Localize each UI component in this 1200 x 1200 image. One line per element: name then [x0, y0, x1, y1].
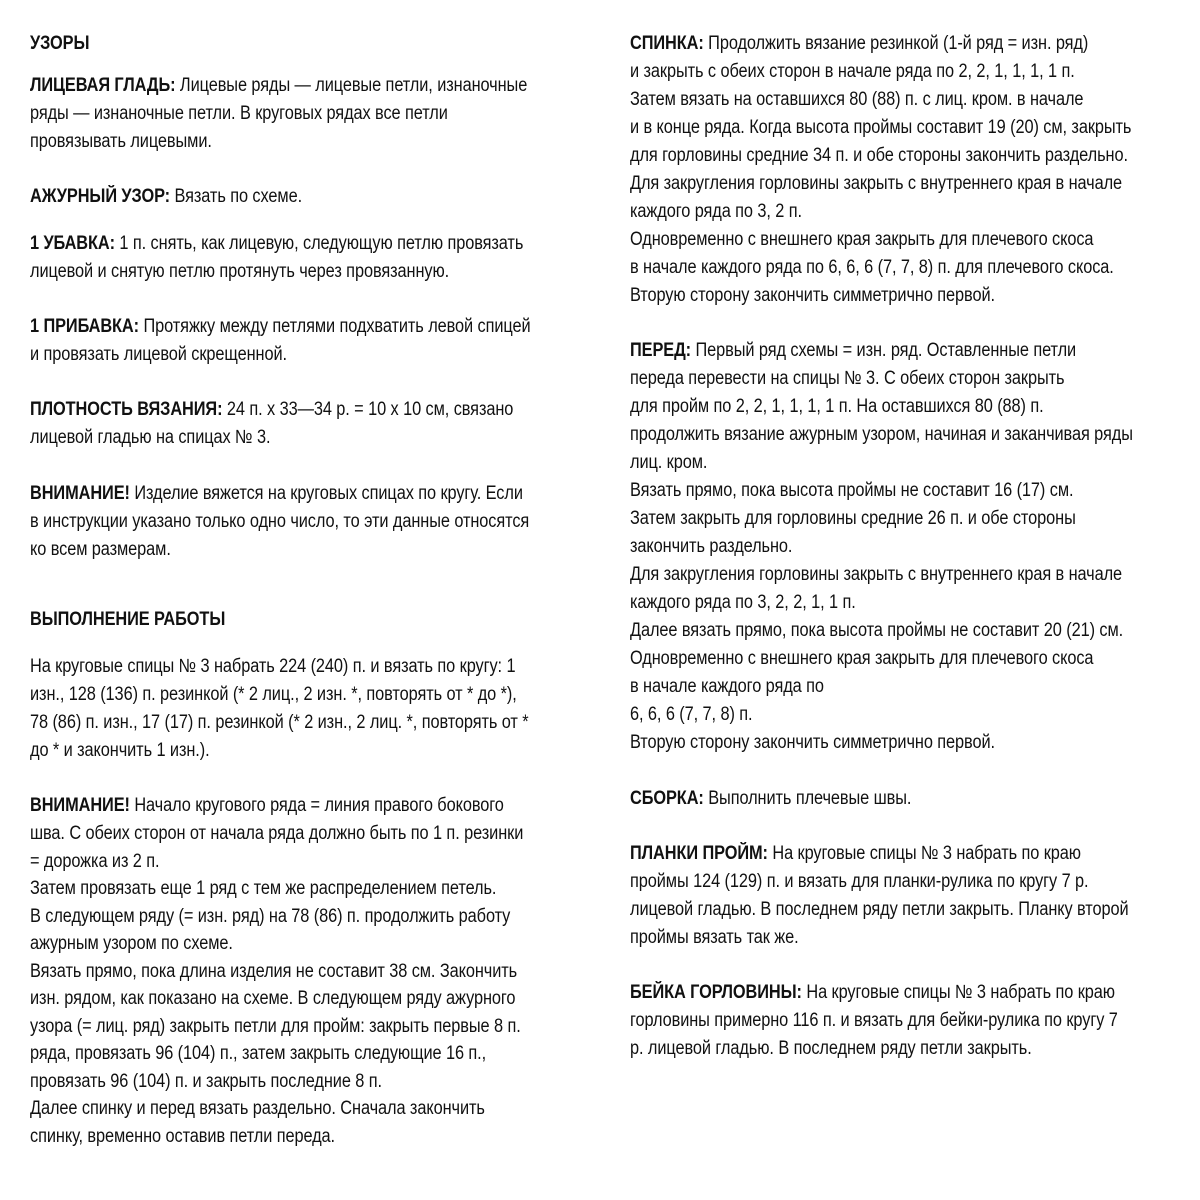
- gauge-line-2: лицевой гладью на спицах № 3.: [30, 427, 271, 448]
- back-line-8: Одновременно с внешнего края закрыть для плечевого скоса: [630, 229, 1094, 250]
- back-line-6: Для закругления горловины закрыть с внутреннего края в начале: [630, 173, 1123, 194]
- decrease-text: 1 п. снять, как лицевую, следующую петлю провязать: [119, 233, 524, 254]
- front-line-6: Вязать прямо, пока высота проймы не составит 16 (17) см.: [630, 480, 1074, 501]
- back-line-4: и в конце ряда. Когда высота проймы составит 19 (20) см, закрыть: [630, 117, 1132, 138]
- front-line-13: в начале каждого ряда по: [630, 676, 824, 697]
- neck-text: На круговые спицы № 3 набрать по краю: [806, 982, 1115, 1003]
- gauge-text: 24 п. х 33—34 р. = 10 х 10 см, связано: [226, 399, 514, 420]
- gauge-label: ПЛОТНОСТЬ ВЯЗАНИЯ:: [30, 399, 223, 420]
- armhole-text: На круговые спицы № 3 набрать по краю: [772, 843, 1081, 864]
- note2-line-8: изн. рядом, как показано на схеме. В следующем ряду ажурного: [30, 988, 516, 1009]
- heading-work: ВЫПОЛНЕНИЕ РАБОТЫ: [30, 609, 226, 630]
- stockinette-line-1: [30, 73, 527, 99]
- front-line-11: Далее вязать прямо, пока высота проймы не составит 20 (21) см.: [630, 620, 1124, 641]
- back-line-2: и закрыть с обеих сторон в начале ряда по 2, 2, 1, 1, 1, 1 п.: [630, 61, 1075, 82]
- armhole-label: ПЛАНКИ ПРОЙМ:: [630, 843, 768, 864]
- note2-line-10: ряда, провязать 96 (104) п., затем закрыть следующие 16 п.,: [30, 1043, 487, 1064]
- note2-line-13: спинку, временно оставив петли переда.: [30, 1126, 336, 1147]
- front-label: ПЕРЕД:: [630, 340, 692, 361]
- increase-line-2: и провязать лицевой скрещенной.: [30, 344, 287, 365]
- note-label: ВНИМАНИЕ!: [30, 483, 130, 504]
- back-line-9: в начале каждого ряда по 6, 6, 6 (7, 7, 8) п. для плечевого скоса.: [630, 257, 1114, 278]
- note2-line-7: Вязать прямо, пока длина изделия не составит 38 см. Закончить: [30, 961, 518, 982]
- lace-text: Вязать по схеме.: [174, 186, 303, 207]
- back-line-1: [630, 31, 1088, 57]
- note2-line-5: В следующем ряду (= изн. ряд) на 78 (86) п. продолжить работу: [30, 906, 511, 927]
- increase-text: Протяжку между петлями подхватить левой спицей: [143, 316, 531, 337]
- gauge-line-1: [30, 397, 513, 423]
- neck-line-1: [630, 980, 1115, 1006]
- front-line-12: Одновременно с внешнего края закрыть для плечевого скоса: [630, 648, 1094, 669]
- front-line-5: лиц. кром.: [630, 452, 708, 473]
- note2-line-9: узора (= лиц. ряд) закрыть петли для пройм: закрыть первые 8 п.: [30, 1016, 521, 1037]
- back-text: Продолжить вязание резинкой (1-й ряд = изн. ряд): [708, 33, 1089, 54]
- stockinette-label: ЛИЦЕВАЯ ГЛАДЬ:: [30, 75, 176, 96]
- note2-line-6: ажурным узором по схеме.: [30, 933, 233, 954]
- work-line-4: до * и закончить 1 изн.).: [30, 740, 210, 761]
- armhole-line-3: лицевой гладью. В последнем ряду петли закрыть. Планку второй: [630, 899, 1129, 920]
- front-line-1: [630, 338, 1076, 364]
- armhole-line-1: [630, 841, 1081, 867]
- assembly-line: [630, 786, 911, 812]
- back-line-7: каждого ряда по 3, 2 п.: [630, 201, 802, 222]
- armhole-line-2: проймы 124 (129) п. и вязать для планки-рулика по кругу 7 р.: [630, 871, 1089, 892]
- neck-label: БЕЙКА ГОРЛОВИНЫ:: [630, 982, 802, 1003]
- front-line-14: 6, 6, 6 (7, 7, 8) п.: [630, 704, 753, 725]
- note2-label: ВНИМАНИЕ!: [30, 795, 130, 816]
- note2-line-2: шва. С обеих сторон от начала ряда должно быть по 1 п. резинки: [30, 823, 524, 844]
- lace-line: [30, 184, 302, 210]
- note2-line-4: Затем провязать еще 1 ряд с тем же распределением петель.: [30, 878, 497, 899]
- back-line-5: для горловины средние 34 п. и обе стороны закончить раздельно.: [630, 145, 1128, 166]
- work-line-3: 78 (86) п. изн., 17 (17) п. резинкой (* 2 изн., 2 лиц. *, повторять от *: [30, 712, 529, 733]
- decrease-line-2: лицевой и снятую петлю протянуть через провязанную.: [30, 261, 450, 282]
- decrease-label: 1 УБАВКА:: [30, 233, 115, 254]
- note-line-2: в инструкции указано только одно число, то эти данные относятся: [30, 511, 530, 532]
- armhole-line-4: проймы вязать так же.: [630, 927, 799, 948]
- lace-label: АЖУРНЫЙ УЗОР:: [30, 186, 171, 207]
- neck-line-2: горловины примерно 116 п. и вязать для бейки-рулика по кругу 7: [630, 1010, 1118, 1031]
- back-line-3: Затем вязать на оставшихся 80 (88) п. с лиц. кром. в начале: [630, 89, 1084, 110]
- stockinette-line-3: провязывать лицевыми.: [30, 131, 212, 152]
- note2-line-12: Далее спинку и перед вязать раздельно. Сначала закончить: [30, 1098, 485, 1119]
- increase-line-1: [30, 314, 531, 340]
- stockinette-line-2: ряды — изнаночные петли. В круговых рядах все петли: [30, 103, 448, 124]
- back-label: СПИНКА:: [630, 33, 704, 54]
- front-line-9: Для закругления горловины закрыть с внутреннего края в начале: [630, 564, 1123, 585]
- work-line-2: изн., 128 (136) п. резинкой (* 2 лиц., 2 изн. *, повторять от * до *),: [30, 684, 517, 705]
- front-line-15: Вторую сторону закончить симметрично первой.: [630, 732, 995, 753]
- front-line-8: закончить раздельно.: [630, 536, 793, 557]
- increase-label: 1 ПРИБАВКА:: [30, 316, 140, 337]
- note2-line-3: = дорожка из 2 п.: [30, 851, 160, 872]
- heading-patterns: УЗОРЫ: [30, 33, 90, 54]
- note2-line-1: [30, 793, 504, 819]
- assembly-text: Выполнить плечевые швы.: [708, 788, 912, 809]
- back-line-10: Вторую сторону закончить симметрично первой.: [630, 285, 995, 306]
- front-line-10: каждого ряда по 3, 2, 2, 1, 1 п.: [630, 592, 856, 613]
- stockinette-text: Лицевые ряды — лицевые петли, изнаночные: [179, 75, 528, 96]
- work-line-1: На круговые спицы № 3 набрать 224 (240) п. и вязать по кругу: 1: [30, 656, 516, 677]
- neck-line-3: р. лицевой гладью. В последнем ряду петли закрыть.: [630, 1038, 1032, 1059]
- front-line-7: Затем закрыть для горловины средние 26 п. и обе стороны: [630, 508, 1076, 529]
- note2-text: Начало кругового ряда = линия правого бокового: [134, 795, 504, 816]
- note-line-1: [30, 481, 523, 507]
- note2-line-11: провязать 96 (104) п. и закрыть последние 8 п.: [30, 1071, 382, 1092]
- note-line-3: ко всем размерам.: [30, 539, 171, 560]
- assembly-label: СБОРКА:: [630, 788, 704, 809]
- front-text: Первый ряд схемы = изн. ряд. Оставленные петли: [695, 340, 1077, 361]
- front-line-2: переда перевести на спицы № 3. С обеих сторон закрыть: [630, 368, 1065, 389]
- decrease-line-1: [30, 231, 523, 257]
- note-text: Изделие вяжется на круговых спицах по кругу. Если: [134, 483, 523, 504]
- front-line-3: для пройм по 2, 2, 1, 1, 1, 1 п. На оставшихся 80 (88) п.: [630, 396, 1044, 417]
- front-line-4: продолжить вязание ажурным узором, начиная и заканчивая ряды: [630, 424, 1133, 445]
